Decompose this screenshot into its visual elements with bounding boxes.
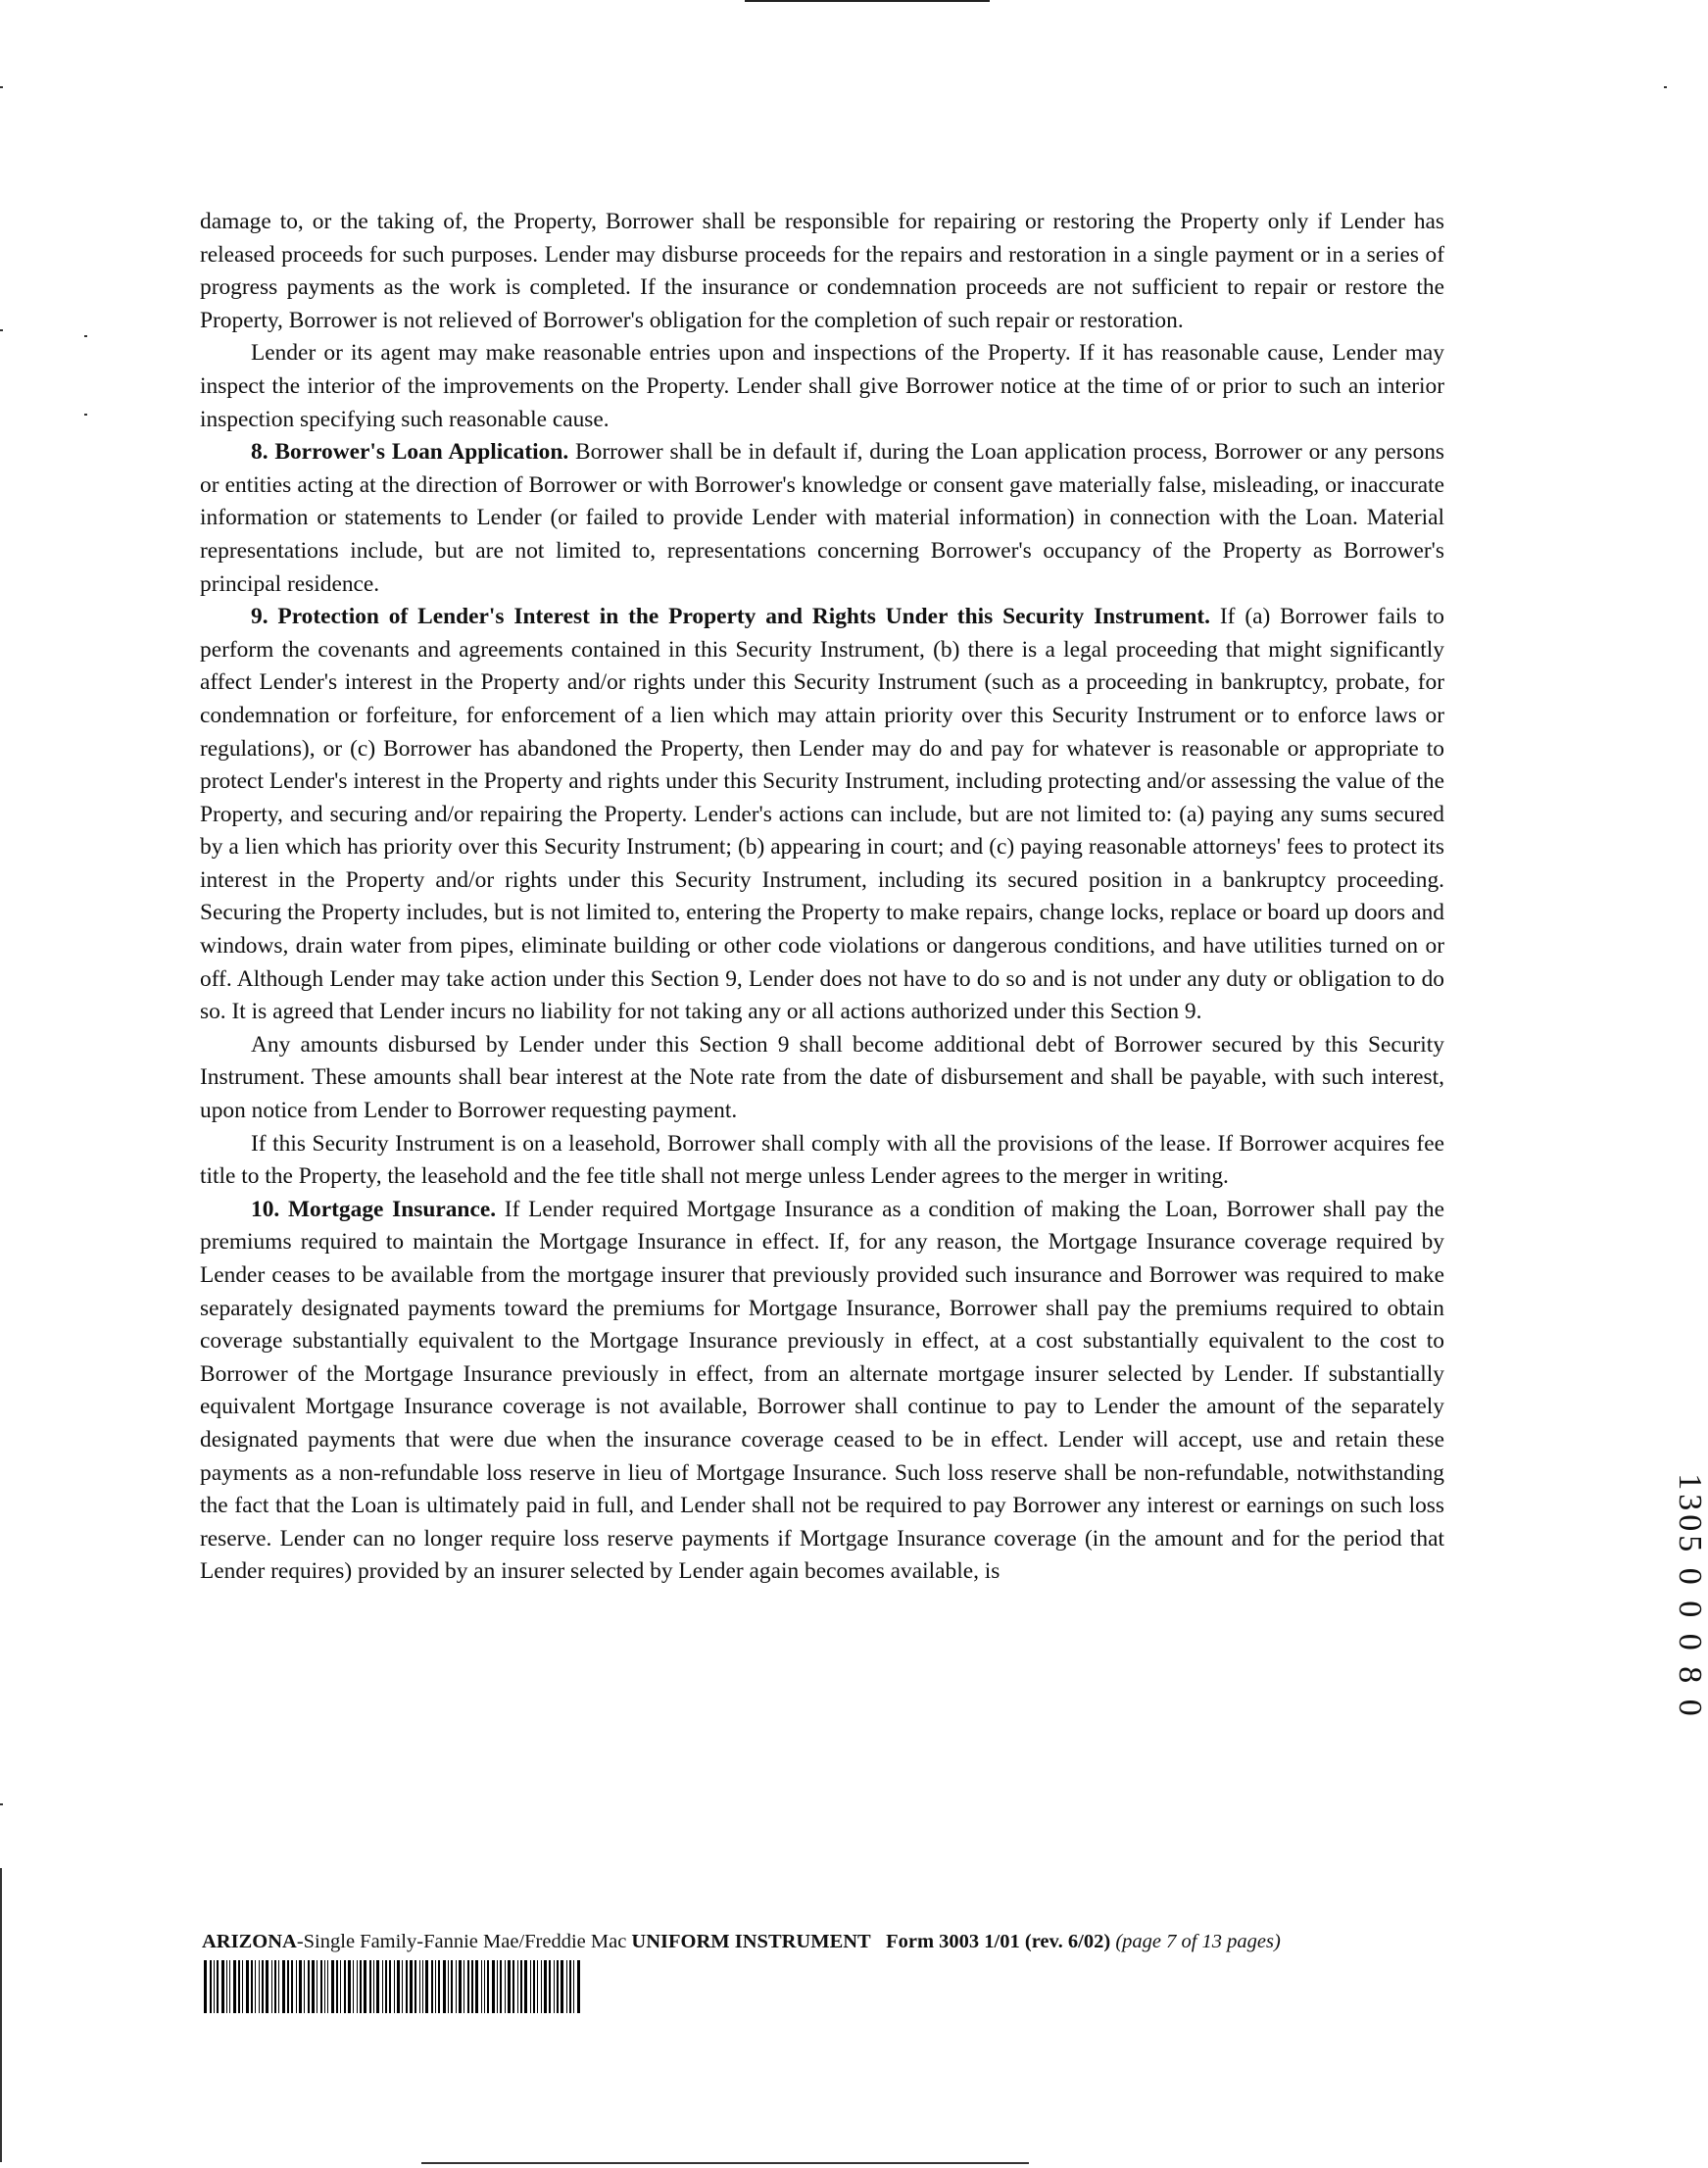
barcode-bar [549, 1960, 551, 2013]
barcode-bar [508, 1960, 511, 2013]
paragraph-text: damage to, or the taking of, the Property, Borrower shall be responsible for repairing or restoring the Property only if Lender has released proceeds for such purposes. Lender may disburse proceeds for the repairs and restoration in a single payment or in a series of progress payments as the work is completed. If the insurance or condemnation proceeds are not sufficient to repair or restore the Property, Borrower is not relieved of Borrower's obligation for the completion of such repair or restoration. [200, 209, 1444, 333]
section-heading: 8. Borrower's Loan Application. [251, 439, 569, 466]
form-footer [202, 1931, 1466, 1953]
paragraph-text: If (a) Borrower fails to perform the covenants and agreements contained in this Security Instrument, (b) there is a legal proceeding that might significantly affect Lender's interest in the Property and/or rights under this Security Instrument (such as a proceeding in bankruptcy, probate, for condemnation or forfeiture, for enforcement of a lien which may attain priority over this Security Instrument or to enforce laws or regulations), or (c) Borrower has abandoned the Property, then Lender may do and pay for whatever is reasonable or appropriate to protect Lender's interest in the Property and rights under this Security Instrument, including protecting and/or assessing the value of the Property, and securing and/or repairing the Property. Lender's actions can include, but are not limited to: (a) paying any sums secured by a lien which has priority over this Security Instrument; (b) appearing in court; and (c) paying reasonable attorneys' fees to protect its interest in the Property and/or rights under this Security Instrument, including its secured position in a bankruptcy proceeding. Securing the Property includes, but is not limited to, entering the Property to make repairs, change locks, replace or board up doors and windows, drain water from pipes, eliminate building or other code violations or dangerous conditions, and have utilities turned on or off. Although Lender may take action under this Section 9, Lender does not have to do so and is not under any duty or obligation to do so. It is agreed that Lender incurs no liability for not taking any or all actions authorized under this Section 9. [200, 604, 1444, 1025]
barcode-bar [308, 1960, 310, 2013]
barcode-bar [435, 1960, 436, 2013]
barcode-bar [554, 1960, 555, 2013]
section-heading: 9. Protection of Lender's Interest in the Property and Rights Under this Security Instrument. [251, 604, 1210, 630]
footer-state: ARIZONA [202, 1931, 297, 1952]
barcode-bar [419, 1960, 420, 2013]
barcode-bar [541, 1960, 542, 2013]
paragraph-text: If this Security Instrument is on a leasehold, Borrower shall comply with all the provisions of the lease. If Borrower acquires fee title to the Property, the leasehold and the fee title shall not merge unless Lender agrees to the merger in writing. [200, 1130, 1444, 1190]
top-edge-rule [745, 0, 990, 2]
barcode-bar [459, 1960, 462, 2013]
barcode-bar [394, 1960, 395, 2013]
barcode-bar [246, 1960, 249, 2013]
barcode-bar [357, 1960, 358, 2013]
barcode-bar [210, 1960, 212, 2013]
footer-description: -Single Family-Fannie Mae/Freddie Mac [296, 1931, 632, 1952]
barcode-bar [431, 1960, 433, 2013]
barcode-bar [299, 1960, 302, 2013]
paragraph-p7 [200, 1194, 1444, 1589]
barcode-bar [353, 1960, 354, 2013]
barcode [204, 1960, 664, 2013]
barcode-bar [573, 1960, 574, 2013]
barcode-bar [415, 1960, 416, 2013]
barcode-bar [382, 1960, 383, 2013]
barcode-bar [324, 1960, 325, 2013]
footer-form-number: Form 3003 1/01 (rev. 6/02) [886, 1931, 1111, 1952]
barcode-bar [364, 1960, 366, 2013]
scan-mark [84, 335, 87, 337]
barcode-bar [287, 1960, 289, 2013]
scan-mark [1664, 86, 1667, 88]
barcode-bar [520, 1960, 522, 2013]
barcode-bar [533, 1960, 535, 2013]
barcode-bar [255, 1960, 256, 2013]
barcode-bar [296, 1960, 297, 2013]
barcode-bar [278, 1960, 279, 2013]
barcode-bar [402, 1960, 403, 2013]
barcode-bar [557, 1960, 559, 2013]
barcode-bar [484, 1960, 485, 2013]
barcode-bar [242, 1960, 243, 2013]
barcode-bar [537, 1960, 538, 2013]
paragraph-text: Any amounts disbursed by Lender under this Section 9 shall become additional debt of Borrower secured by this Security Instrument. These amounts shall bear interest at the Note rate from the date of disbursement and shall be payable, with such interest, upon notice from Lender to Borrower requesting payment. [200, 1031, 1444, 1124]
barcode-bar [373, 1960, 374, 2013]
barcode-bar [517, 1960, 518, 2013]
barcode-bar [214, 1960, 215, 2013]
barcode-bar [221, 1960, 224, 2013]
barcode-bar [217, 1960, 219, 2013]
barcode-bar [443, 1960, 446, 2013]
barcode-bar [438, 1960, 440, 2013]
barcode-bar [497, 1960, 498, 2013]
barcode-bar [561, 1960, 563, 2013]
paragraph-text: If Lender required Mortgage Insurance as a condition of making the Loan, Borrower shall pay the premiums required to maintain the Mortgage Insurance in effect. If, for any reason, the Mortgage Insurance coverage required by Lender ceases to be available from the mortgage insurer that previously provided such insurance and Borrower was required to make separately designated payments toward the premiums for Mortgage Insurance, Borrower shall pay the premiums required to obtain coverage substantially equivalent to the Mortgage Insurance previously in effect, at a cost substantially equivalent to the cost to Borrower of the Mortgage Insurance previously in effect, from an alternate mortgage insurer selected by Lender. If substantially equivalent Mortgage Insurance coverage is not available, Borrower shall continue to pay to Lender the amount of the separately designated payments that were due when the insurance coverage ceased to be in effect. Lender will accept, use and retain these payments as a non-refundable loss reserve in lieu of Mortgage Insurance. Such loss reserve shall be non-refundable, notwithstanding the fact that the Loan is ultimately paid in full, and Lender shall not be required to pay Borrower any interest or earnings on such loss reserve. Lender can no longer require loss reserve payments if Mortgage Insurance coverage (in the amount and for the period that Lender requires) provided by an insurer selected by Lender again becomes available, is [200, 1196, 1444, 1585]
paragraph-p1 [200, 206, 1444, 337]
barcode-bar [266, 1960, 268, 2013]
scan-mark [0, 86, 3, 88]
footer-instrument: UNIFORM INSTRUMENT [631, 1931, 871, 1952]
barcode-bar [282, 1960, 285, 2013]
barcode-bar [566, 1960, 567, 2013]
barcode-bar [481, 1960, 482, 2013]
document-body [200, 206, 1444, 1589]
barcode-bar [369, 1960, 371, 2013]
paragraph-text: Borrower shall be in default if, during the Loan application process, Borrower or any persons or entities acting at the direction of Borrower or with Borrower's knowledge or consent gave materially false, misleading, or inaccurate information or statements to Lender (or failed to provide Lender with material information) in connection with the Loan. Material representations include, but are not limited to, representations concerning Borrower's occupancy of the Property as Borrower's principal residence. [200, 439, 1444, 597]
barcode-bar [385, 1960, 387, 2013]
barcode-bar [348, 1960, 351, 2013]
barcode-bar [327, 1960, 328, 2013]
barcode-bar [376, 1960, 379, 2013]
barcode-bar [406, 1960, 408, 2013]
barcode-bar [467, 1960, 469, 2013]
barcode-bar [262, 1960, 264, 2013]
footer-page-number: (page 7 of 13 pages) [1115, 1931, 1281, 1952]
barcode-bar [544, 1960, 547, 2013]
barcode-bar [291, 1960, 293, 2013]
barcode-bar [360, 1960, 362, 2013]
barcode-bar [229, 1960, 230, 2013]
barcode-bar [471, 1960, 473, 2013]
barcode-bar [251, 1960, 253, 2013]
scan-mark [84, 414, 87, 416]
barcode-bar [530, 1960, 531, 2013]
barcode-bar [512, 1960, 514, 2013]
barcode-bar [397, 1960, 400, 2013]
paragraph-text: Lender or its agent may make reasonable entries upon and inspections of the Property. If it has reasonable cause, Lender may inspect the interior of the improvements on the Property. Lender shall give Borrower notice at the time of or prior to such an interior inspection specifying such reasonable cause. [200, 340, 1444, 432]
section-heading: 10. Mortgage Insurance. [251, 1196, 497, 1222]
barcode-bar [336, 1960, 338, 2013]
barcode-bar [456, 1960, 457, 2013]
paragraph-p6 [200, 1128, 1444, 1194]
scan-mark [0, 1803, 3, 1805]
barcode-bar [410, 1960, 413, 2013]
barcode-bar [320, 1960, 322, 2013]
barcode-bar [524, 1960, 527, 2013]
barcode-bar [425, 1960, 428, 2013]
barcode-bar [274, 1960, 276, 2013]
barcode-bar [271, 1960, 272, 2013]
barcode-bar [569, 1960, 571, 2013]
barcode-bar [340, 1960, 341, 2013]
side-stamp-number: 1305 0 0 0 8 0 [1671, 1473, 1708, 1720]
barcode-bar [487, 1960, 489, 2013]
paragraph-p5 [200, 1029, 1444, 1128]
scan-mark [421, 2162, 1029, 2164]
scan-mark [0, 329, 3, 331]
barcode-bar [312, 1960, 315, 2013]
barcode-bar [577, 1960, 580, 2013]
barcode-bar [331, 1960, 334, 2013]
barcode-bar [233, 1960, 236, 2013]
paragraph-p2 [200, 337, 1444, 436]
barcode-bar [238, 1960, 240, 2013]
paragraph-p3 [200, 436, 1444, 601]
barcode-bar [204, 1960, 207, 2013]
barcode-bar [304, 1960, 305, 2013]
paragraph-p4 [200, 601, 1444, 1029]
barcode-bar [344, 1960, 346, 2013]
scan-mark [0, 1868, 2, 2162]
barcode-bar [492, 1960, 495, 2013]
barcode-bar [451, 1960, 453, 2013]
barcode-bar [259, 1960, 260, 2013]
barcode-bar [389, 1960, 391, 2013]
barcode-bar [448, 1960, 449, 2013]
barcode-bar [505, 1960, 506, 2013]
barcode-bar [226, 1960, 227, 2013]
barcode-bar [500, 1960, 502, 2013]
barcode-bar [422, 1960, 423, 2013]
barcode-bar [475, 1960, 478, 2013]
